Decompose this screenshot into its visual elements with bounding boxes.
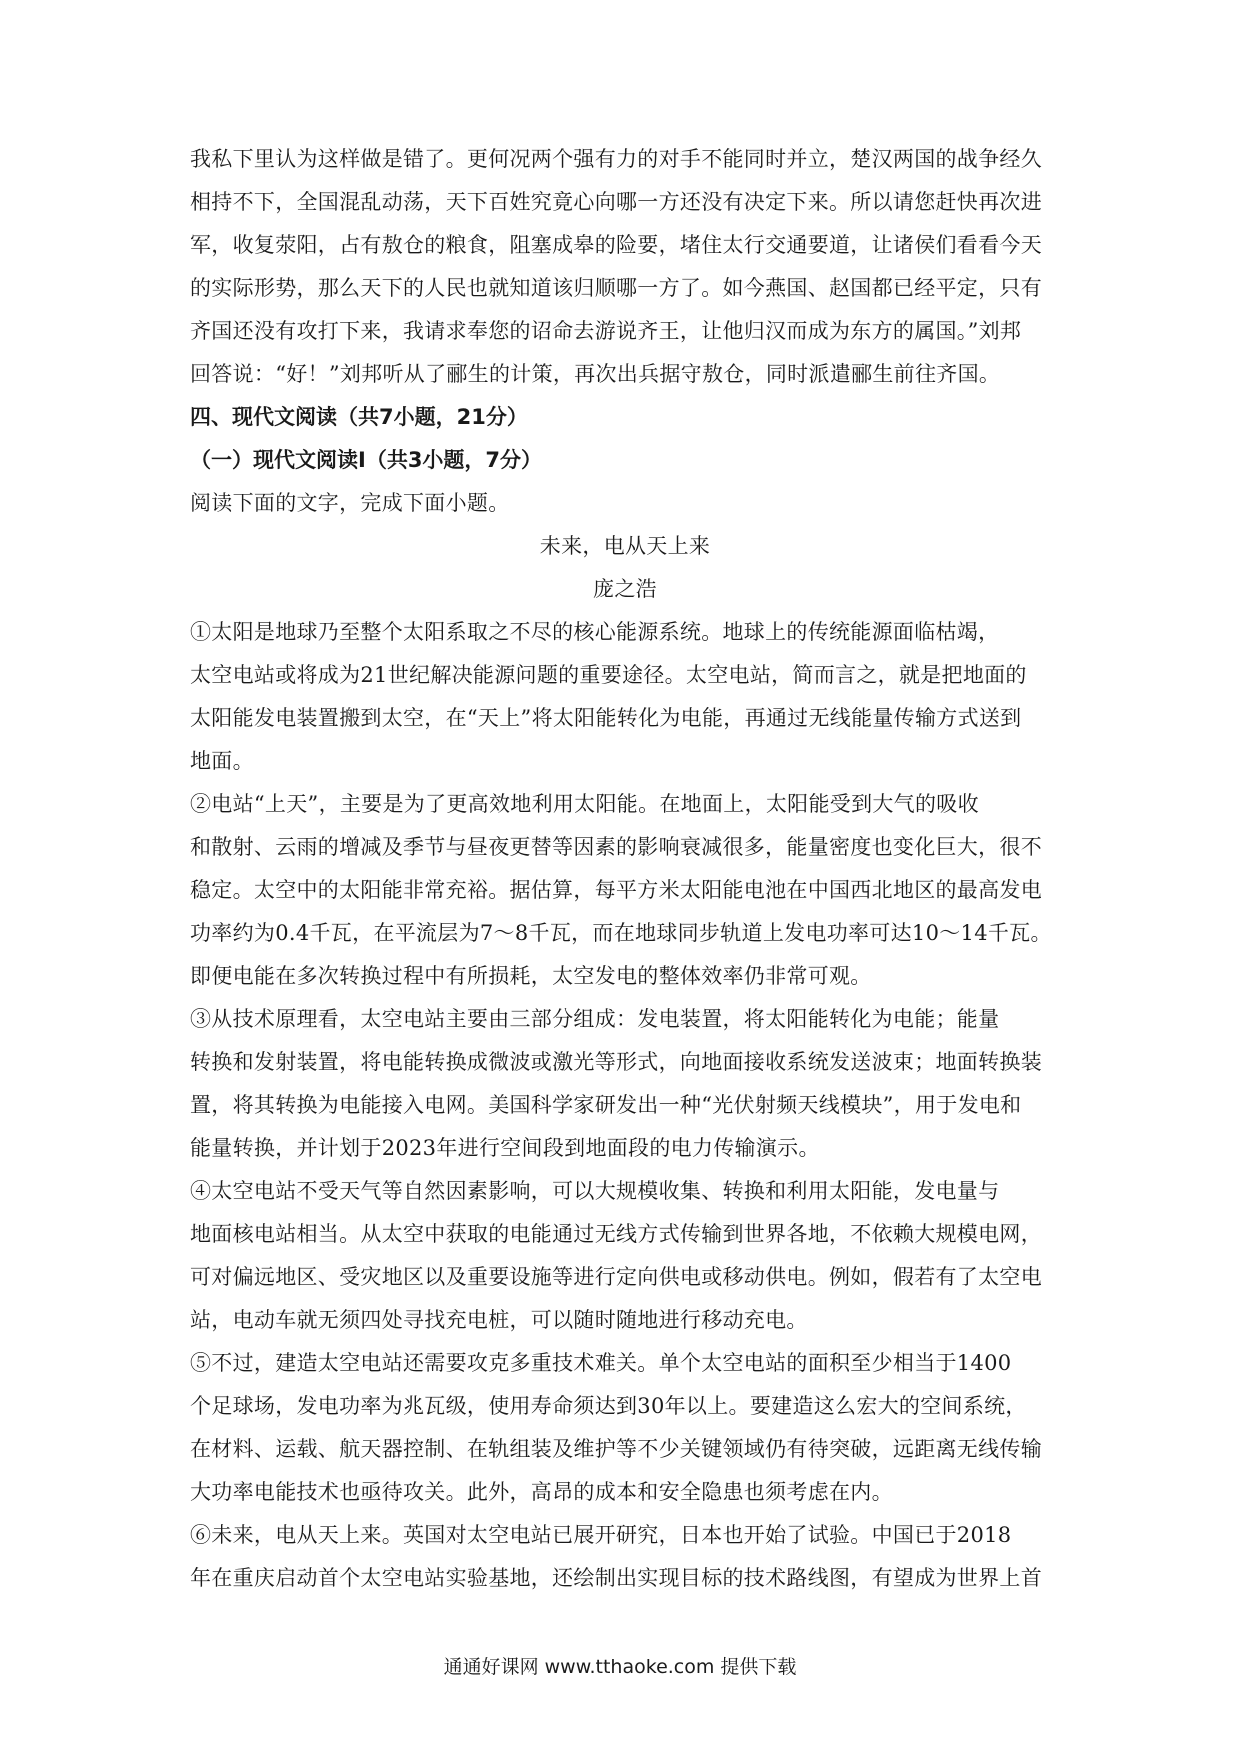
article-author: 庞之浩	[593, 577, 657, 601]
text-line: ①太阳是地球乃至整个太阳系取之不尽的核心能源系统。地球上的传统能源面临枯竭，	[190, 620, 1000, 644]
paragraph-5	[190, 1342, 1060, 1514]
section-heading: 四、现代文阅读（共7小题，21分）	[190, 405, 528, 429]
paragraph-4	[190, 1170, 1060, 1342]
subsection-heading: （一）现代文阅读Ⅰ（共3小题，7分）	[190, 448, 543, 472]
instruction: 阅读下面的文字，完成下面小题。	[190, 491, 510, 515]
text-line: 在材料、运载、航天器控制、在轨组装及维护等不少关键领域仍有待突破，远距离无线传输	[190, 1437, 1042, 1461]
text-line: 太阳能发电装置搬到太空，在“天上”将太阳能转化为电能，再通过无线能量传输方式送到	[190, 706, 1022, 730]
text-line: ②电站“上天”，主要是为了更高效地利用太阳能。在地面上，太阳能受到大气的吸收	[190, 792, 979, 816]
text-line: 大功率电能技术也亟待攻关。此外，高昂的成本和安全隐患也须考虑在内。	[190, 1480, 893, 1504]
text-line: ③从技术原理看，太空电站主要由三部分组成：发电装置，将太阳能转化为电能；能量	[190, 1007, 1000, 1031]
text-line: 地面核电站相当。从太空中获取的电能通过无线方式传输到世界各地，不依赖大规模电网，	[190, 1222, 1042, 1246]
text-line: ④太空电站不受天气等自然因素影响，可以大规模收集、转换和利用太阳能，发电量与	[190, 1179, 1000, 1203]
text-line: 齐国还没有攻打下来，我请求奉您的诏命去游说齐王，让他归汉而成为东方的属国。”刘邦	[190, 319, 1022, 343]
paragraph-2	[190, 783, 1060, 998]
text-line: 转换和发射装置，将电能转换成微波或激光等形式，向地面接收系统发送波束；地面转换装	[190, 1050, 1042, 1074]
text-line: 即便电能在多次转换过程中有所损耗，太空发电的整体效率仍非常可观。	[190, 964, 872, 988]
text-line: 可对偏远地区、受灾地区以及重要设施等进行定向供电或移动供电。例如，假若有了太空电	[190, 1265, 1042, 1289]
document-page	[190, 138, 1060, 1600]
text-line: 个足球场，发电功率为兆瓦级，使用寿命须达到30年以上。要建造这么宏大的空间系统，	[190, 1394, 1027, 1418]
text-line: ⑤不过，建造太空电站还需要攻克多重技术难关。单个太空电站的面积至少相当于1400	[190, 1351, 1012, 1375]
page-footer: 通通好课网 www.tthaoke.com 提供下载	[443, 1656, 797, 1678]
text-line: ⑥未来，电从天上来。英国对太空电站已展开研究，日本也开始了试验。中国已于2018	[190, 1523, 1012, 1547]
text-line: 站，电动车就无须四处寻找充电桩，可以随时随地进行移动充电。	[190, 1308, 808, 1332]
text-line: 太空电站或将成为21世纪解决能源问题的重要途径。太空电站，简而言之，就是把地面的	[190, 663, 1027, 687]
text-line: 稳定。太空中的太阳能非常充裕。据估算，每平方米太阳能电池在中国西北地区的最高发电	[190, 878, 1042, 902]
text-line: 地面。	[190, 749, 254, 773]
translation-tail	[190, 138, 1060, 396]
paragraph-3	[190, 998, 1060, 1170]
text-line: 我私下里认为这样做是错了。更何况两个强有力的对手不能同时并立，楚汉两国的战争经久	[190, 147, 1042, 171]
text-line: 回答说：“好！”刘邦听从了郦生的计策，再次出兵据守敖仓，同时派遣郦生前往齐国。	[190, 362, 1001, 386]
text-line: 相持不下，全国混乱动荡，天下百姓究竟心向哪一方还没有决定下来。所以请您赶快再次进	[190, 190, 1042, 214]
paragraph-1	[190, 611, 1060, 783]
text-line: 和散射、云雨的增减及季节与昼夜更替等因素的影响衰减很多，能量密度也变化巨大，很不	[190, 835, 1042, 859]
text-line: 军，收复荥阳，占有敖仓的粮食，阻塞成皋的险要，堵住太行交通要道，让诸侯们看看今天	[190, 233, 1042, 257]
text-line: 置，将其转换为电能接入电网。美国科学家研发出一种“光伏射频天线模块”，用于发电和	[190, 1093, 1022, 1117]
text-line: 的实际形势，那么天下的人民也就知道该归顺哪一方了。如今燕国、赵国都已经平定，只有	[190, 276, 1042, 300]
text-line: 功率约为0.4千瓦，在平流层为7～8千瓦，而在地球同步轨道上发电功率可达10～14千瓦。	[190, 921, 1052, 945]
paragraph-6	[190, 1514, 1060, 1600]
article-title: 未来，电从天上来	[539, 534, 711, 558]
text-line: 年在重庆启动首个太空电站实验基地，还绘制出实现目标的技术路线图，有望成为世界上首	[190, 1566, 1042, 1590]
text-line: 能量转换，并计划于2023年进行空间段到地面段的电力传输演示。	[190, 1136, 820, 1160]
